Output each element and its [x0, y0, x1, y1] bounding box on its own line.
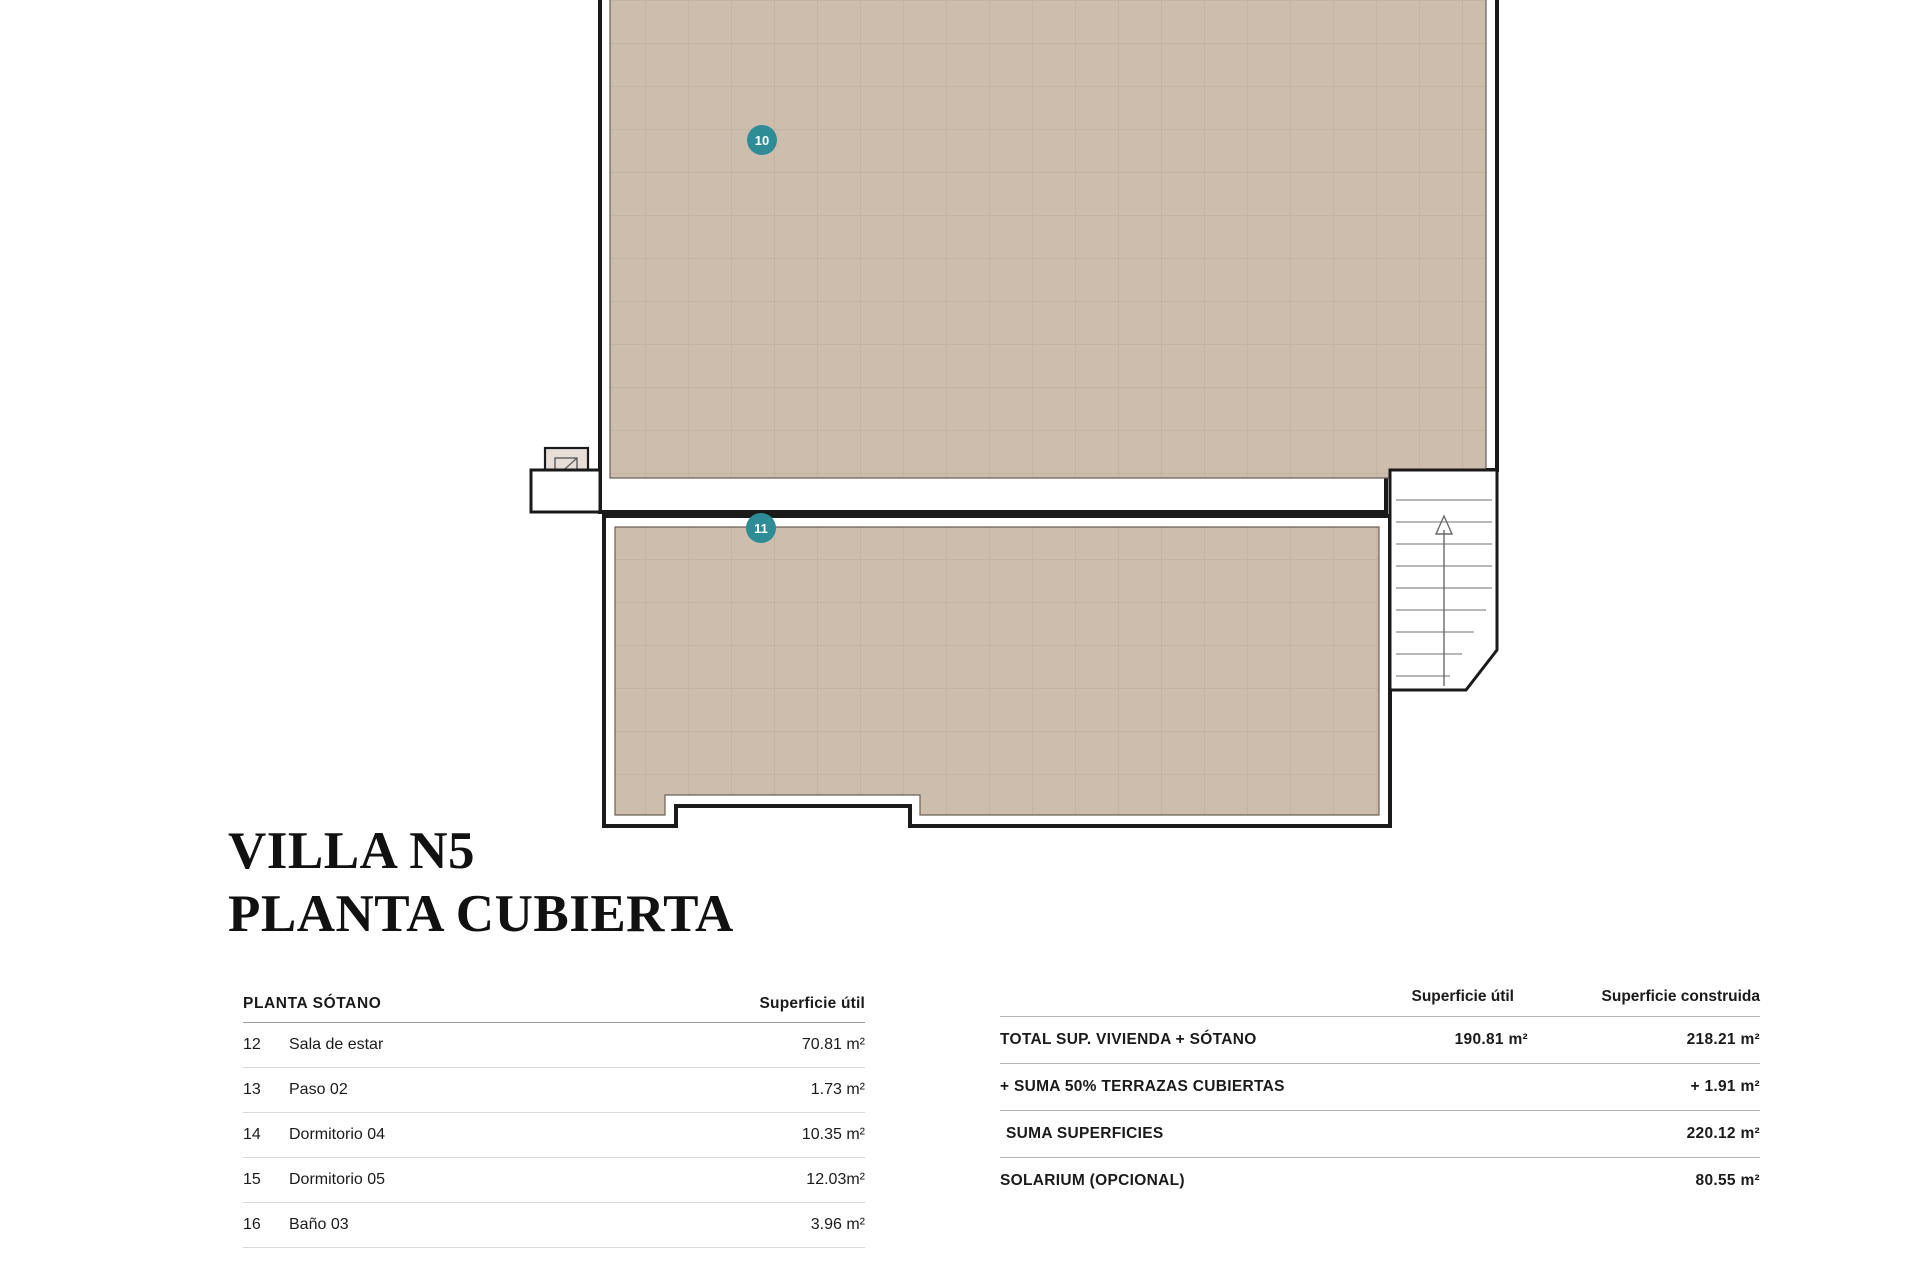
row-value: 10.35 m²	[801, 1126, 865, 1143]
row-built-area: 80.55 m²	[1695, 1172, 1760, 1189]
row-built-area: + 1.91 m²	[1690, 1078, 1760, 1095]
row-useful-area: 190.81 m²	[1454, 1031, 1528, 1048]
totals-useful-area-column-label: Superficie útil	[1411, 988, 1514, 1005]
table-row	[1000, 1157, 1760, 1204]
row-value: 12.03m²	[806, 1171, 865, 1188]
basement-useful-area-column-label: Superficie útil	[759, 995, 865, 1012]
totals-built-area-column-label: Superficie construida	[1601, 988, 1760, 1005]
table-row	[1000, 1016, 1760, 1063]
table-row	[243, 1023, 865, 1068]
wall-stub-left	[531, 470, 600, 512]
row-label: SOLARIUM (OPCIONAL)	[1000, 1172, 1185, 1189]
basement-section-label: PLANTA SÓTANO	[243, 995, 382, 1012]
basement-area-table-header	[243, 995, 865, 1023]
roof-upper-slab	[531, 0, 1497, 512]
plan-title	[228, 820, 734, 945]
row-value: 70.81 m²	[801, 1036, 865, 1053]
room-marker-10	[747, 125, 777, 155]
row-value: 1.73 m²	[810, 1081, 865, 1098]
row-name: Dormitorio 05	[289, 1171, 386, 1188]
row-label: SUMA SUPERFICIES	[1006, 1125, 1164, 1142]
row-label: + SUMA 50% TERRAZAS CUBIERTAS	[1000, 1078, 1285, 1095]
row-value: 3.96 m²	[810, 1216, 865, 1233]
row-built-area: 220.12 m²	[1686, 1125, 1760, 1142]
stair-run	[1390, 470, 1497, 690]
totals-table	[1000, 988, 1760, 1204]
row-number: 15	[243, 1171, 261, 1188]
row-built-area: 218.21 m²	[1686, 1031, 1760, 1048]
plan-title-line-2: PLANTA CUBIERTA	[228, 884, 734, 943]
row-name: Baño 03	[289, 1216, 349, 1233]
table-row	[243, 1203, 865, 1248]
row-number: 12	[243, 1036, 261, 1053]
table-row	[1000, 1063, 1760, 1110]
totals-table-header	[1000, 988, 1760, 1016]
row-number: 16	[243, 1216, 261, 1233]
room-marker-10-label: 10	[754, 133, 770, 148]
table-row	[1000, 1110, 1760, 1157]
room-marker-11	[746, 513, 776, 543]
plan-title-line-1: VILLA N5	[228, 822, 475, 880]
row-name: Dormitorio 04	[289, 1126, 386, 1143]
table-row	[243, 1113, 865, 1158]
roof-lower-slab	[604, 516, 1390, 826]
row-number: 14	[243, 1126, 261, 1143]
row-name: Paso 02	[289, 1081, 348, 1098]
table-row	[243, 1158, 865, 1203]
row-label: TOTAL SUP. VIVIENDA + SÓTANO	[1000, 1031, 1257, 1048]
row-name: Sala de estar	[289, 1036, 384, 1053]
room-marker-11-label: 11	[754, 521, 768, 536]
row-number: 13	[243, 1081, 261, 1098]
basement-area-table	[243, 995, 865, 1248]
table-row	[243, 1068, 865, 1113]
